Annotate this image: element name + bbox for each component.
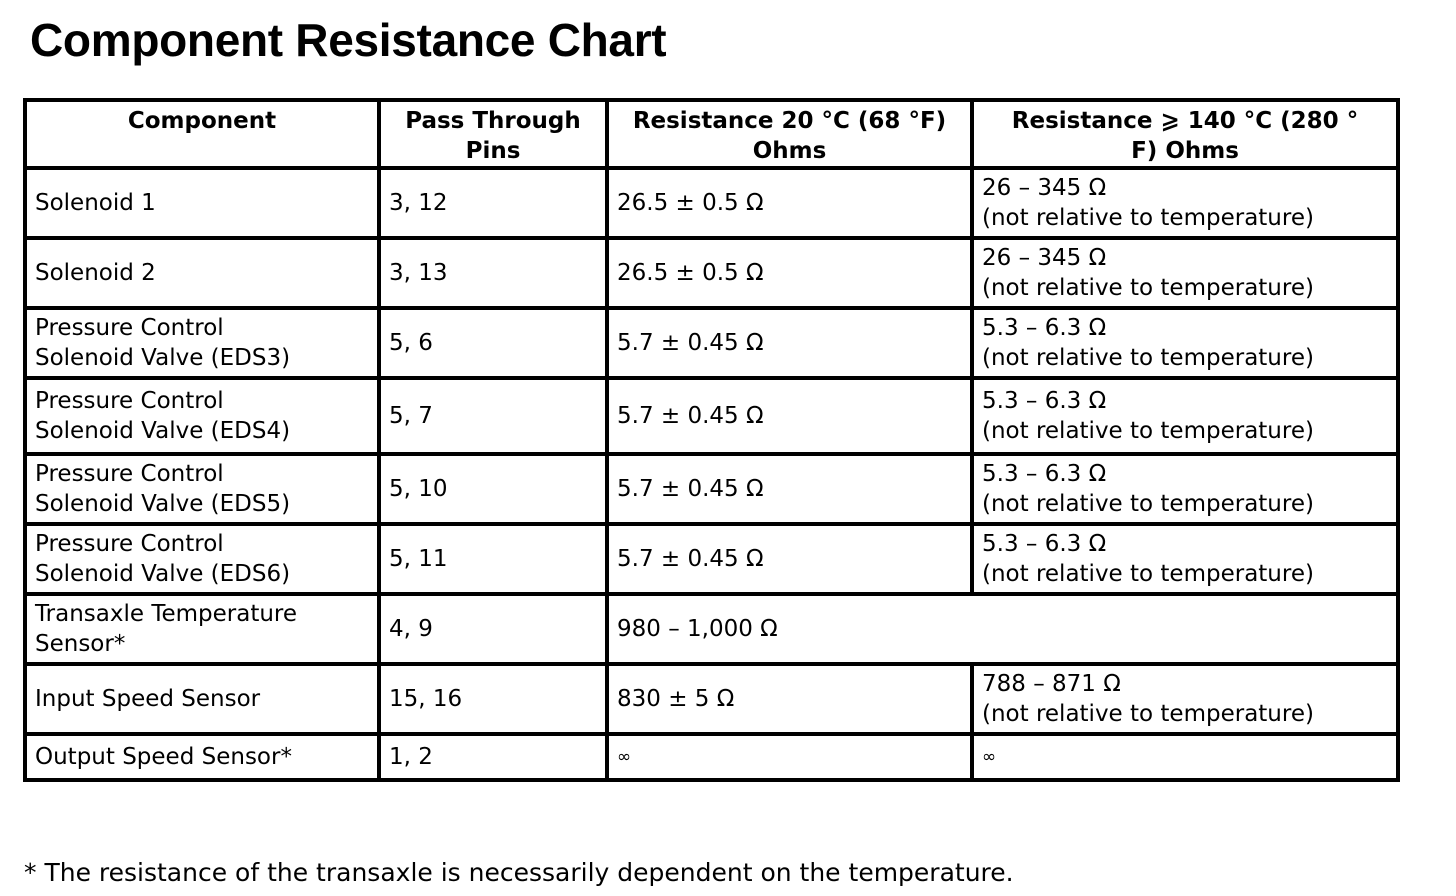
resistance-140c-cell: 788 – 871 Ω (not relative to temperature) <box>972 664 1398 734</box>
component-cell: Pressure Control Solenoid Valve (EDS6) <box>25 524 379 594</box>
component-cell: Transaxle Temperature Sensor* <box>25 594 379 664</box>
table-row <box>25 594 1398 664</box>
resistance-20c-cell: 26.5 ± 0.5 Ω <box>607 168 972 238</box>
pins-cell: 4, 9 <box>379 594 607 664</box>
header-component: Component <box>25 100 379 168</box>
table-row <box>25 168 1398 238</box>
table-row <box>25 308 1398 378</box>
resistance-140c-cell: 26 – 345 Ω (not relative to temperature) <box>972 168 1398 238</box>
infinity-symbol: ∞ <box>617 747 632 767</box>
header-resistance-140c: Resistance ⩾ 140 °C (280 ° F) Ohms <box>972 100 1398 168</box>
resistance-20c-cell: 830 ± 5 Ω <box>607 664 972 734</box>
resistance-20c-cell <box>607 734 972 780</box>
pins-cell: 15, 16 <box>379 664 607 734</box>
page-title: Component Resistance Chart <box>30 14 667 66</box>
table-row <box>25 454 1398 524</box>
component-cell: Pressure Control Solenoid Valve (EDS5) <box>25 454 379 524</box>
table-row <box>25 734 1398 780</box>
table-row <box>25 378 1398 454</box>
table-row <box>25 238 1398 308</box>
resistance-140c-cell: 5.3 – 6.3 Ω (not relative to temperature) <box>972 454 1398 524</box>
pins-cell: 5, 7 <box>379 378 607 454</box>
resistance-20c-cell: 5.7 ± 0.45 Ω <box>607 308 972 378</box>
pins-cell: 5, 6 <box>379 308 607 378</box>
component-cell: Solenoid 1 <box>25 168 379 238</box>
pins-cell: 5, 11 <box>379 524 607 594</box>
table-row <box>25 524 1398 594</box>
component-cell: Input Speed Sensor <box>25 664 379 734</box>
infinity-symbol: ∞ <box>982 747 997 767</box>
resistance-20c-cell: 5.7 ± 0.45 Ω <box>607 378 972 454</box>
table-header-row <box>25 100 1398 168</box>
table-row <box>25 664 1398 734</box>
resistance-140c-cell <box>972 734 1398 780</box>
pins-cell: 1, 2 <box>379 734 607 780</box>
resistance-140c-cell: 26 – 345 Ω (not relative to temperature) <box>972 238 1398 308</box>
resistance-140c-cell: 5.3 – 6.3 Ω (not relative to temperature) <box>972 378 1398 454</box>
header-resistance-20c: Resistance 20 °C (68 °F) Ohms <box>607 100 972 168</box>
resistance-140c-cell: 5.3 – 6.3 Ω (not relative to temperature) <box>972 308 1398 378</box>
resistance-140c-cell: 5.3 – 6.3 Ω (not relative to temperature) <box>972 524 1398 594</box>
pins-cell: 5, 10 <box>379 454 607 524</box>
resistance-20c-cell: 5.7 ± 0.45 Ω <box>607 524 972 594</box>
component-cell: Solenoid 2 <box>25 238 379 308</box>
footnote: * The resistance of the transaxle is necessarily dependent on the temperature. <box>24 858 1014 887</box>
resistance-20c-cell: 26.5 ± 0.5 Ω <box>607 238 972 308</box>
pins-cell: 3, 13 <box>379 238 607 308</box>
component-cell: Output Speed Sensor* <box>25 734 379 780</box>
header-pass-through-pins: Pass Through Pins <box>379 100 607 168</box>
resistance-table <box>23 98 1400 782</box>
resistance-20c-cell: 5.7 ± 0.45 Ω <box>607 454 972 524</box>
resistance-merged-cell: 980 – 1,000 Ω <box>607 594 1398 664</box>
component-cell: Pressure Control Solenoid Valve (EDS3) <box>25 308 379 378</box>
pins-cell: 3, 12 <box>379 168 607 238</box>
component-cell: Pressure Control Solenoid Valve (EDS4) <box>25 378 379 454</box>
